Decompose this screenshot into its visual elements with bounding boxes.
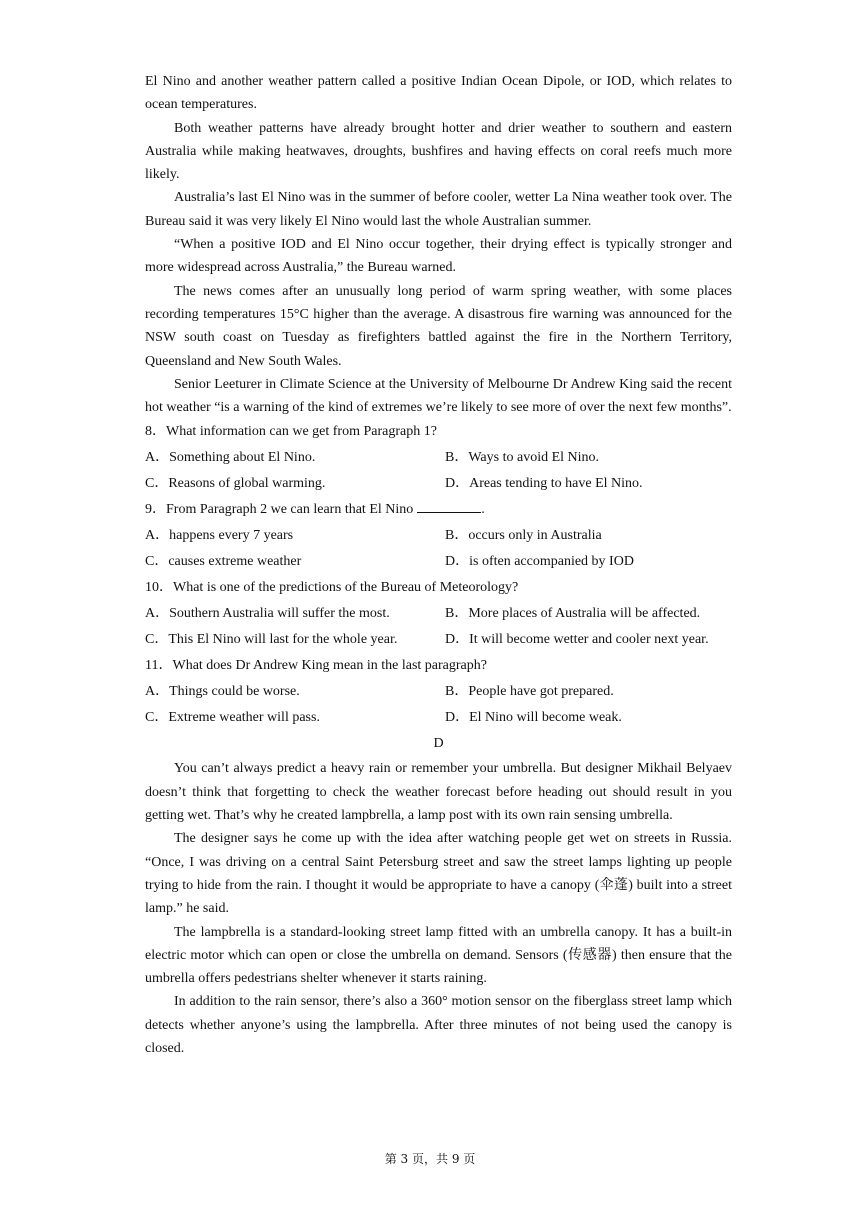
passage-d-paragraph: The designer says he come up with the idea after watching people get wet on streets in Russia. “Once, I was driving on a central Saint Petersburg street and saw the street lamps lighting up people trying to hide from the rain. I thought it would be appropriate to have a canopy (伞蓬) built into a street lamp.” he said.	[145, 831, 732, 917]
question-stem-text: 9．From Paragraph 2 we can learn that El Nino	[145, 502, 414, 518]
options-row	[145, 601, 732, 627]
option-c: C．causes extreme weather	[145, 554, 302, 570]
passage-d-paragraph: The lampbrella is a standard-looking street lamp fitted with an umbrella canopy. It has a built-in electric motor which can open or close the umbrella on demand. Sensors (传感器) then ensure that the umbrella offers pedestrians shelter whenever it starts raining.	[145, 924, 732, 987]
option-a: A．Something about El Nino.	[145, 450, 316, 466]
options-row	[145, 549, 732, 575]
question-9	[145, 497, 732, 575]
options-row	[145, 705, 732, 731]
passage-c-paragraph: Both weather patterns have already brought hotter and drier weather to southern and eastern Australia while making heatwaves, droughts, bushfires and having effects on coral reefs much more likely.	[145, 120, 732, 183]
passage-c-paragraph: Senior Leeturer in Climate Science at the University of Melbourne Dr Andrew King said the recent hot weather “is a warning of the kind of extremes we’re likely to see more of over the next few months”.	[145, 376, 732, 416]
question-stem	[145, 497, 732, 523]
passage-c-paragraph: El Nino and another weather pattern called a positive Indian Ocean Dipole, or IOD, which relates to ocean temperatures.	[145, 74, 732, 113]
passage-c-paragraph: The news comes after an unusually long period of warm spring weather, with some places recording temperatures 15°C higher than the average. A disastrous fire warning was announced for the NSW south coast on Tuesday as firefighters battled against the fire in the Northern Territory, Queensland and New South Wales.	[145, 283, 732, 369]
options-row	[145, 523, 732, 549]
question-stem: 10．What is one of the predictions of the Bureau of Meteorology?	[145, 580, 519, 596]
page-content	[145, 70, 732, 1060]
question-8	[145, 419, 732, 497]
option-c: C．Extreme weather will pass.	[145, 710, 320, 726]
option-d: D．is often accompanied by IOD	[445, 554, 634, 570]
options-row	[145, 445, 732, 471]
option-d: D．Areas tending to have El Nino.	[445, 476, 643, 492]
passage-c-paragraph: “When a positive IOD and El Nino occur together, their drying effect is typically stronger and more widespread across Australia,” the Bureau warned.	[145, 237, 732, 276]
passage-c-paragraph: Australia’s last El Nino was in the summer of before cooler, wetter La Nina weather took over. The Bureau said it was very likely El Nino would last the whole Australian summer.	[145, 190, 732, 229]
options-row	[145, 627, 732, 653]
option-d: D．It will become wetter and cooler next year.	[445, 632, 709, 648]
option-a: A．happens every 7 years	[145, 528, 294, 544]
option-c: C．Reasons of global warming.	[145, 476, 326, 492]
answer-blank	[417, 498, 481, 513]
options-row	[145, 471, 732, 497]
question-10	[145, 575, 732, 653]
page-footer: 第 3 页，共 9 页	[384, 1152, 476, 1166]
option-c: C．This El Nino will last for the whole year.	[145, 632, 398, 648]
options-row	[145, 679, 732, 705]
passage-d-paragraph: In addition to the rain sensor, there’s also a 360° motion sensor on the fiberglass street lamp which detects whether anyone’s using the lampbrella. After three minutes of not being used the canopy is closed.	[145, 994, 732, 1057]
option-d: D．El Nino will become weak.	[445, 710, 622, 726]
option-a: A．Southern Australia will suffer the most.	[145, 606, 390, 622]
option-b: B．Ways to avoid El Nino.	[445, 450, 600, 466]
question-stem: 8．What information can we get from Paragraph 1?	[145, 424, 437, 440]
option-b: B．More places of Australia will be affected.	[445, 606, 701, 622]
question-stem-end: .	[481, 502, 485, 518]
question-11	[145, 653, 732, 731]
option-a: A．Things could be worse.	[145, 684, 300, 700]
option-b: B．occurs only in Australia	[445, 528, 602, 544]
section-d-heading: D	[433, 736, 444, 752]
question-stem: 11．What does Dr Andrew King mean in the last paragraph?	[145, 658, 487, 674]
passage-d-paragraph: You can’t always predict a heavy rain or remember your umbrella. But designer Mikhail Belyaev doesn’t think that forgetting to check the weather forecast before heading out should result in you getting wet. That’s why he created lampbrella, a lamp post with its own rain sensing umbrella.	[145, 761, 732, 824]
option-b: B．People have got prepared.	[445, 684, 614, 700]
